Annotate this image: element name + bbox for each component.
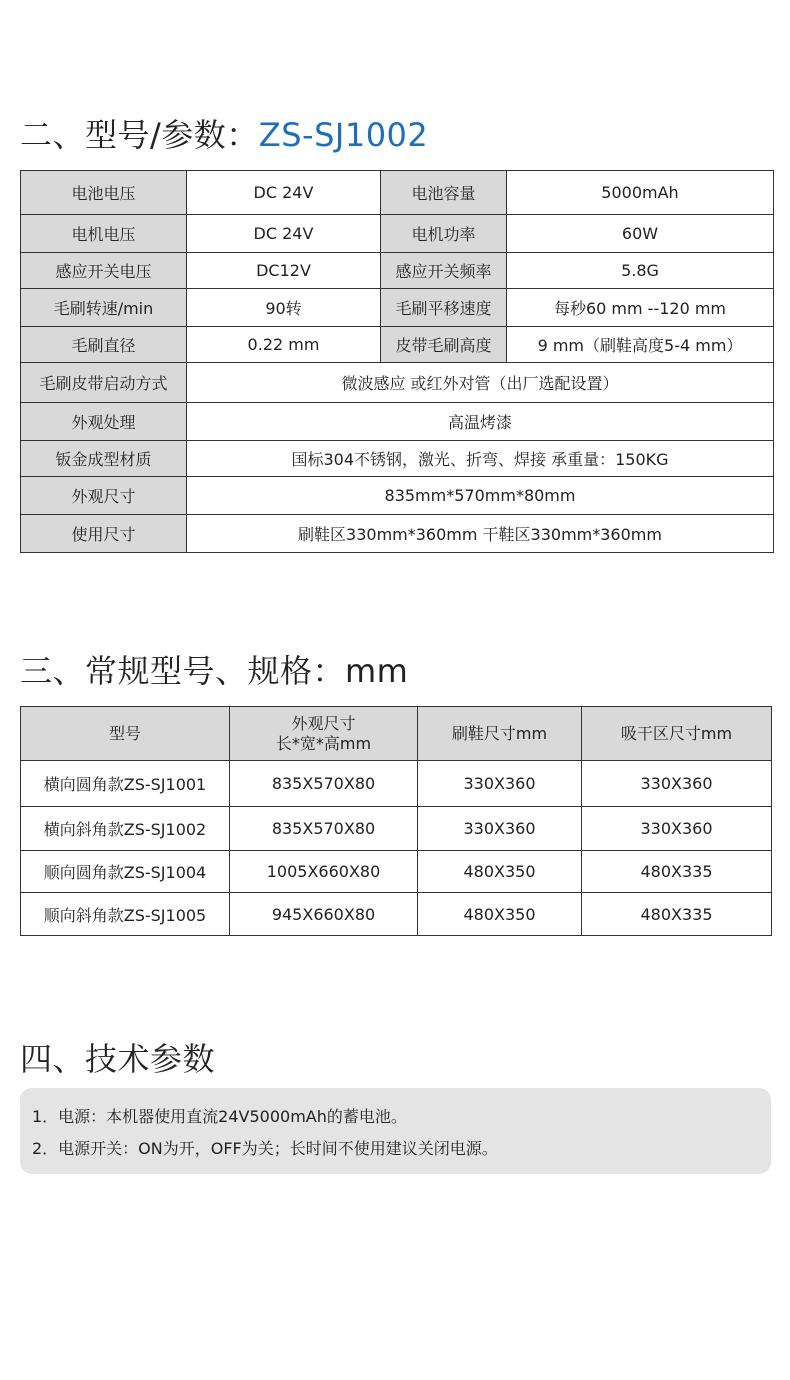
spec-row (21, 215, 774, 253)
spec-value: DC 24V (187, 215, 381, 253)
models-table (20, 706, 772, 936)
spec-value: 刷鞋区330mm*360mm 干鞋区330mm*360mm (187, 515, 774, 553)
table-row (21, 851, 772, 893)
spec-row (21, 171, 774, 215)
brush-size-cell: 330X360 (418, 807, 582, 851)
header-outer-size (230, 707, 418, 761)
brush-size-cell: 480X350 (418, 893, 582, 936)
section2-title (20, 110, 428, 156)
models-header-row (21, 707, 772, 761)
spec-label: 电池容量 (381, 171, 507, 215)
outer-size-cell: 1005X660X80 (230, 851, 418, 893)
tech-notes-box (20, 1088, 771, 1174)
spec-label: 外观处理 (21, 403, 187, 441)
spec-value: DC 24V (187, 171, 381, 215)
spec-label: 电机电压 (21, 215, 187, 253)
spec-label: 毛刷转速/min (21, 289, 187, 327)
model-cell: 横向斜角款ZS-SJ1002 (21, 807, 230, 851)
spec-label: 皮带毛刷高度 (381, 327, 507, 363)
dry-size-cell: 330X360 (582, 761, 772, 807)
header-dry-size: 吸干区尺寸mm (582, 707, 772, 761)
spec-label: 钣金成型材质 (21, 441, 187, 477)
spec-row-wide (21, 363, 774, 403)
model-number: ZS-SJ1002 (258, 116, 429, 154)
header-brush-size: 刷鞋尺寸mm (418, 707, 582, 761)
spec-value: 国标304不锈钢，激光、折弯、焊接 承重量：150KG (187, 441, 774, 477)
spec-row (21, 327, 774, 363)
spec-value: 每秒60 mm --120 mm (507, 289, 774, 327)
dry-size-cell: 480X335 (582, 893, 772, 936)
table-row (21, 893, 772, 936)
header-outer-size-line1: 外观尺寸 (291, 713, 356, 733)
spec-value: 90转 (187, 289, 381, 327)
brush-size-cell: 480X350 (418, 851, 582, 893)
spec-label: 外观尺寸 (21, 477, 187, 515)
spec-label: 电机功率 (381, 215, 507, 253)
spec-label: 毛刷平移速度 (381, 289, 507, 327)
dry-size-cell: 480X335 (582, 851, 772, 893)
table-row (21, 807, 772, 851)
table-row (21, 761, 772, 807)
spec-value: 5000mAh (507, 171, 774, 215)
spec-row-wide (21, 515, 774, 553)
section4-title: 四、技术参数 (20, 1040, 216, 1078)
section3-title: 三、常规型号、规格：mm (20, 652, 409, 690)
spec-label: 感应开关电压 (21, 253, 187, 289)
spec-value: 微波感应 或红外对管（出厂选配设置） (187, 363, 774, 403)
spec-value: 高温烤漆 (187, 403, 774, 441)
outer-size-cell: 835X570X80 (230, 807, 418, 851)
spec-value: 60W (507, 215, 774, 253)
model-cell: 顺向圆角款ZS-SJ1004 (21, 851, 230, 893)
outer-size-cell: 945X660X80 (230, 893, 418, 936)
spec-value: DC12V (187, 253, 381, 289)
spec-label: 电池电压 (21, 171, 187, 215)
spec-row (21, 289, 774, 327)
brush-size-cell: 330X360 (418, 761, 582, 807)
header-model: 型号 (21, 707, 230, 761)
spec-label: 感应开关频率 (381, 253, 507, 289)
spec-value: 5.8G (507, 253, 774, 289)
spec-row-wide (21, 441, 774, 477)
dry-size-cell: 330X360 (582, 807, 772, 851)
spec-value: 9 mm（刷鞋高度5-4 mm） (507, 327, 774, 363)
model-cell: 顺向斜角款ZS-SJ1005 (21, 893, 230, 936)
spec-table (20, 170, 774, 553)
spec-label: 毛刷皮带启动方式 (21, 363, 187, 403)
spec-row-wide (21, 477, 774, 515)
note-line: 1．电源：本机器使用直流24V5000mAh的蓄电池。 (32, 1107, 407, 1126)
spec-label: 毛刷直径 (21, 327, 187, 363)
spec-row-wide (21, 403, 774, 441)
spec-row (21, 253, 774, 289)
note-line: 2．电源开关：ON为开，OFF为关；长时间不使用建议关闭电源。 (32, 1139, 498, 1158)
model-cell: 横向圆角款ZS-SJ1001 (21, 761, 230, 807)
spec-value: 0.22 mm (187, 327, 381, 363)
section2-title-prefix: 二、型号/参数： (20, 116, 259, 154)
spec-label: 使用尺寸 (21, 515, 187, 553)
header-outer-size-line2: 长*宽*高mm (275, 733, 372, 753)
outer-size-cell: 835X570X80 (230, 761, 418, 807)
spec-value: 835mm*570mm*80mm (187, 477, 774, 515)
